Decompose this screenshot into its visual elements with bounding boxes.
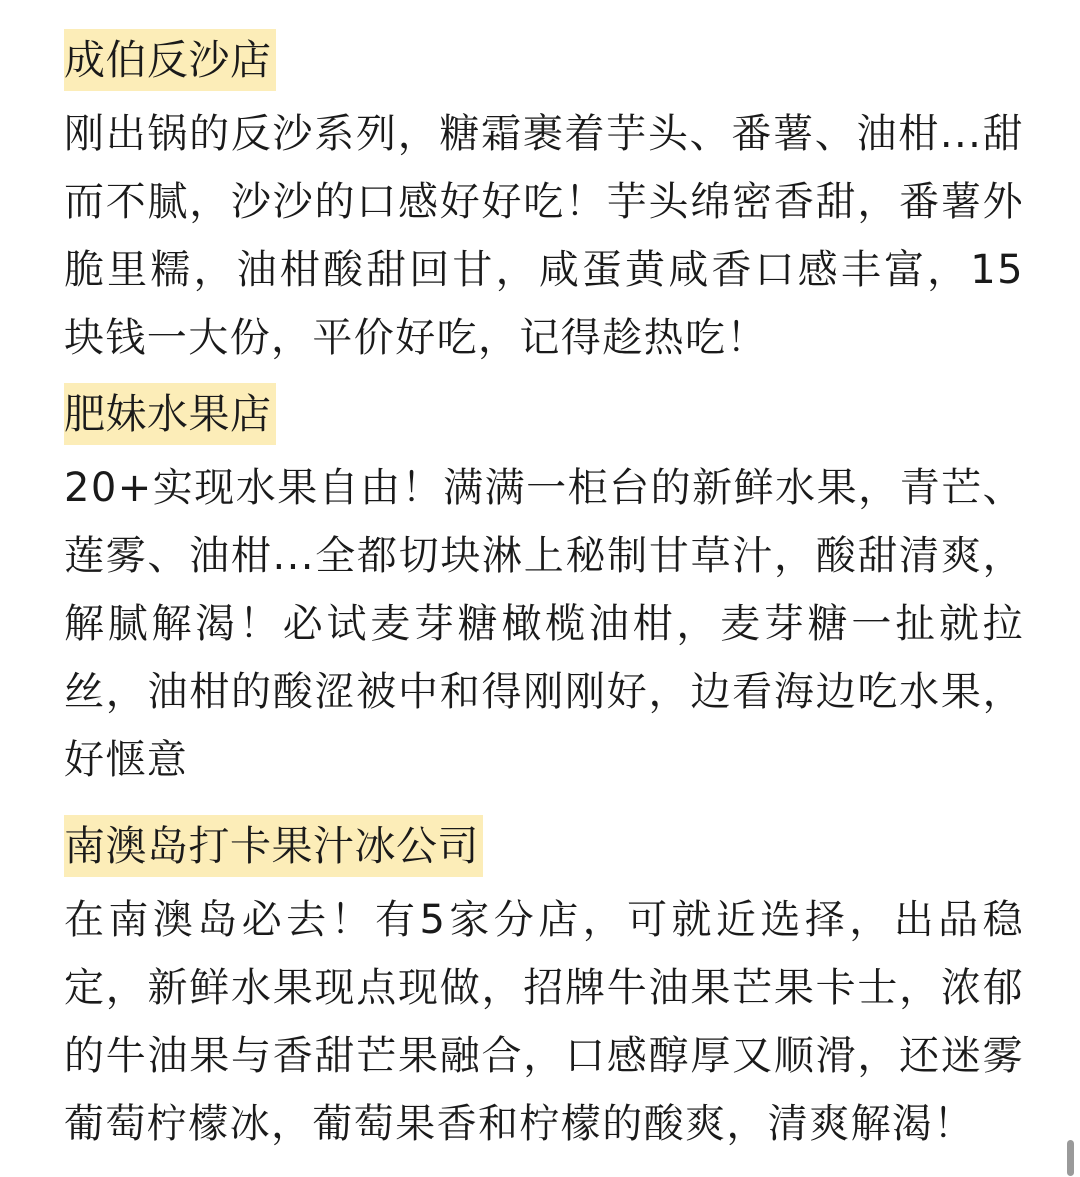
section-title: 南澳岛打卡果汁冰公司 (64, 815, 483, 877)
section-body: 刚出锅的反沙系列，糖霜裹着芋头、番薯、油柑...甜而不腻，沙沙的口感好好吃！芋头绵密香甜，番薯外脆里糯，油柑酸甜回甘，咸蛋黄咸香口感丰富，15块钱一大份，平价好吃，记得趁热吃！ (64, 111, 1024, 361)
section-nanao-juice (64, 815, 1024, 1158)
section-title: 肥妹水果店 (64, 383, 276, 445)
section-title: 成伯反沙店 (64, 29, 276, 91)
scrollbar-thumb[interactable] (1067, 1140, 1074, 1176)
section-body: 20+实现水果自由！满满一柜台的新鲜水果，青芒、莲雾、油柑...全都切块淋上秘制甘草汁，酸甜清爽，解腻解渴！必试麦芽糖橄榄油柑，麦芽糖一扯就拉丝，油柑的酸涩被中和得刚刚好，边看海边吃水果，好惬意 (64, 465, 1024, 783)
section-chengbo (64, 29, 1024, 372)
section-feimei (64, 383, 1024, 794)
section-body: 在南澳岛必去！有5家分店，可就近选择，出品稳定，新鲜水果现点现做，招牌牛油果芒果卡士，浓郁的牛油果与香甜芒果融合，口感醇厚又顺滑，还迷雾葡萄柠檬冰，葡萄果香和柠檬的酸爽，清爽解渴！ (64, 897, 1024, 1147)
